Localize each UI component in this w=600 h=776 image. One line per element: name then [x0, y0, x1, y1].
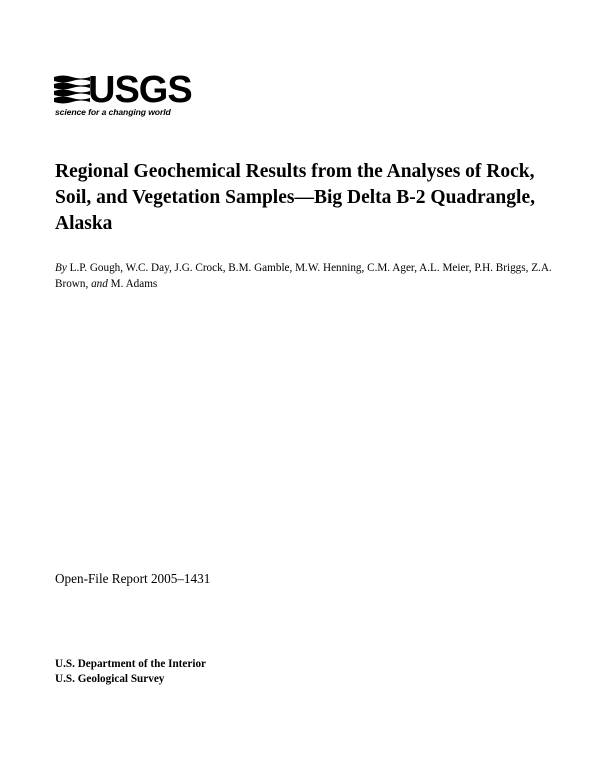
report-number: Open-File Report 2005–1431	[55, 571, 211, 586]
author-byline	[55, 260, 555, 292]
department-name: U.S. Department of the Interior	[55, 658, 206, 670]
report-title: Regional Geochemical Results from the Analyses of Rock, Soil, and Vegetation Samples—Big Delta B-2 Quadrangle, Alaska	[55, 161, 535, 234]
usgs-wave-mark-icon	[54, 74, 90, 106]
usgs-logo	[54, 69, 192, 120]
byline-authors: L.P. Gough, W.C. Day, J.G. Crock, B.M. Gamble, M.W. Henning, C.M. Ager, A.L. Meier, P.H. Briggs, Z.A. Brown,	[55, 262, 552, 290]
usgs-wordmark: USGS	[88, 69, 192, 111]
byline-last-author: M. Adams	[107, 278, 158, 290]
usgs-tagline: science for a changing world	[55, 107, 171, 117]
byline-by: By	[55, 262, 67, 274]
agency-block	[55, 657, 206, 687]
byline-and: and	[91, 278, 108, 290]
survey-name: U.S. Geological Survey	[55, 673, 165, 685]
